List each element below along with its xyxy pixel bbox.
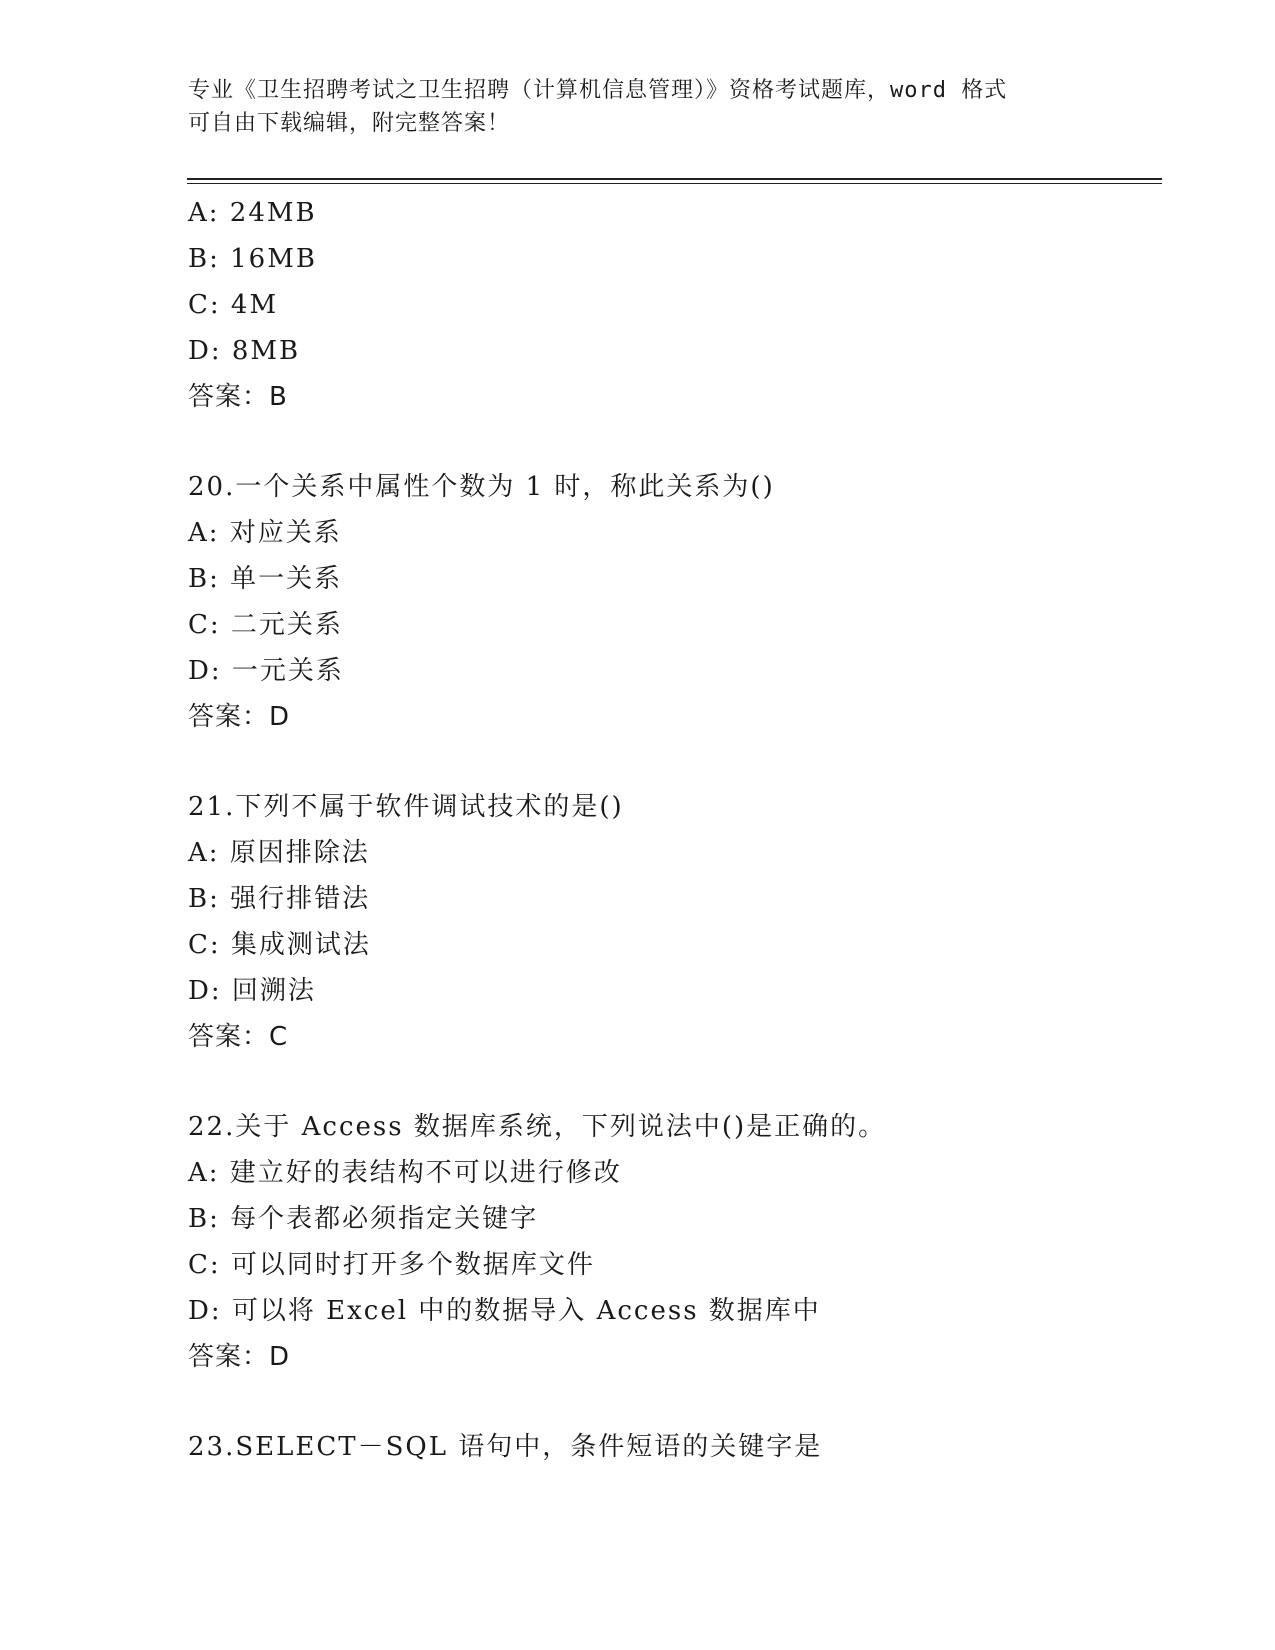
answer-line: 答案：C — [188, 1022, 289, 1052]
question-list — [188, 190, 1138, 1470]
header-divider-thin — [187, 183, 1162, 184]
answer-line: 答案：D — [188, 702, 291, 732]
option-b: B: 每个表都必须指定关键字 — [188, 1204, 539, 1234]
spacer — [188, 1380, 1138, 1424]
option-b: B: 强行排错法 — [188, 884, 371, 914]
question-text: 21.下列不属于软件调试技术的是() — [188, 792, 624, 822]
option-c: C: 二元关系 — [188, 610, 343, 640]
question-text: 20.一个关系中属性个数为 1 时，称此关系为() — [188, 472, 775, 502]
option-c: C: 集成测试法 — [188, 930, 371, 960]
question-block — [188, 190, 1138, 420]
question-block — [188, 1104, 1138, 1380]
header-line-2: 可自由下载编辑，附完整答案！ — [188, 111, 511, 136]
option-a: A: 24MB — [188, 198, 317, 228]
option-c: C: 4M — [188, 290, 279, 320]
header-divider-thick — [187, 178, 1162, 180]
option-a: A: 建立好的表结构不可以进行修改 — [188, 1158, 622, 1188]
question-block — [188, 784, 1138, 1060]
option-d: D: 8MB — [188, 336, 301, 366]
document-header — [188, 74, 1088, 140]
option-d: D: 回溯法 — [188, 976, 316, 1006]
header-line-1: 专业《卫生招聘考试之卫生招聘（计算机信息管理）》资格考试题库，word 格式 — [188, 78, 1008, 103]
question-text: 23.SELECT－SQL 语句中，条件短语的关键字是 — [188, 1432, 823, 1462]
option-c: C: 可以同时打开多个数据库文件 — [188, 1250, 595, 1280]
question-block — [188, 464, 1138, 740]
question-text: 22.关于 Access 数据库系统，下列说法中()是正确的。 — [188, 1112, 887, 1142]
answer-line: 答案：B — [188, 382, 288, 412]
spacer — [188, 740, 1138, 784]
option-a: A: 对应关系 — [188, 518, 342, 548]
answer-line: 答案：D — [188, 1342, 291, 1372]
option-b: B: 16MB — [188, 244, 317, 274]
question-block — [188, 1424, 1138, 1470]
option-a: A: 原因排除法 — [188, 838, 370, 868]
spacer — [188, 1060, 1138, 1104]
spacer — [188, 420, 1138, 464]
option-b: B: 单一关系 — [188, 564, 343, 594]
option-d: D: 可以将 Excel 中的数据导入 Access 数据库中 — [188, 1296, 821, 1326]
option-d: D: 一元关系 — [188, 656, 344, 686]
